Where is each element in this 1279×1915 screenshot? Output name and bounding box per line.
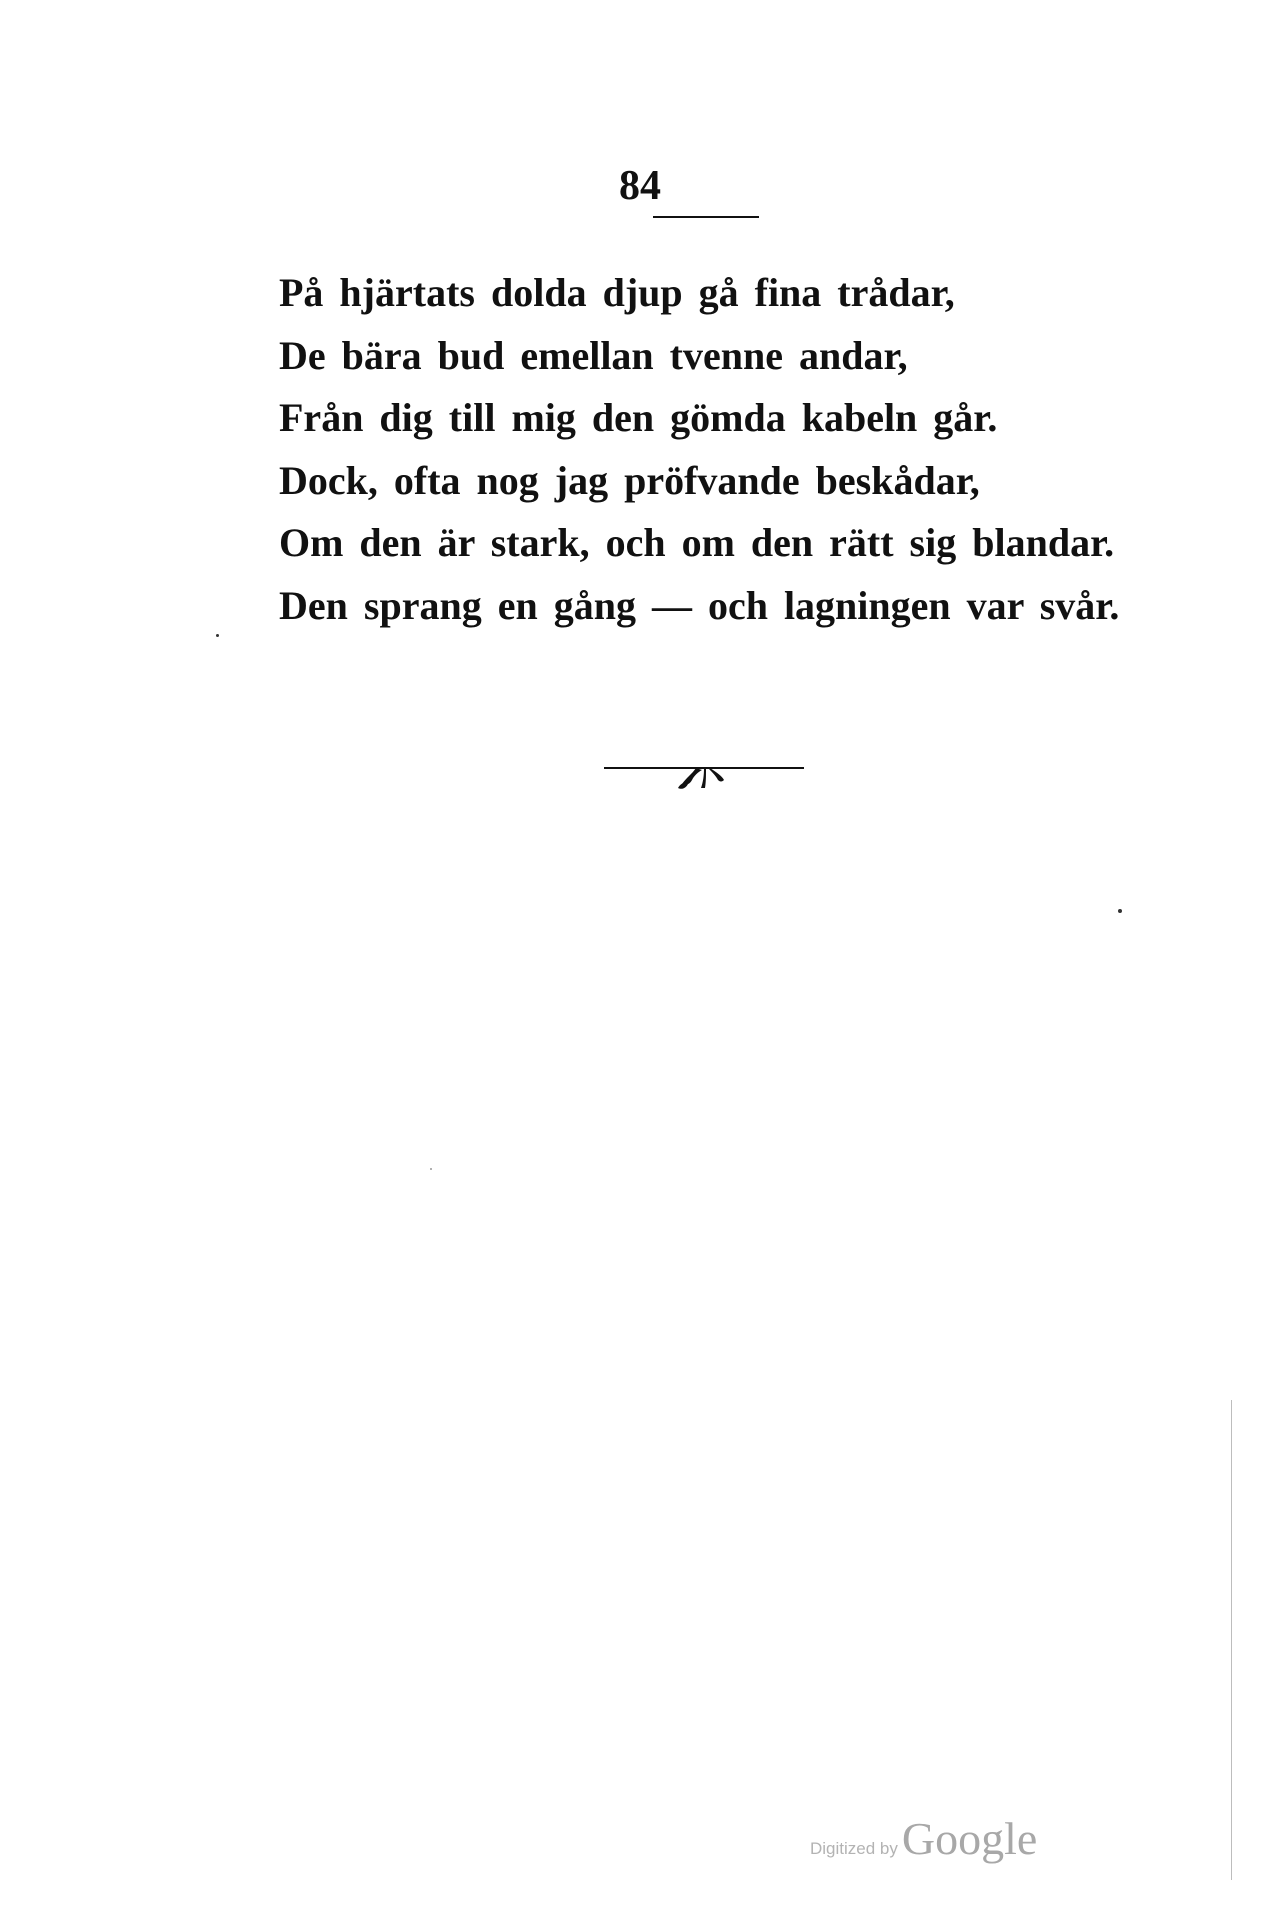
poem-line: På hjärtats dolda djup gå fina trådar, xyxy=(279,270,955,315)
poem xyxy=(279,262,1179,637)
poem-line: Om den är stark, och om den rätt sig blandar. xyxy=(279,520,1115,565)
fleuron-ornament-icon xyxy=(604,756,804,796)
poem-line: Från dig till mig den gömda kabeln går. xyxy=(279,395,998,440)
scan-speck xyxy=(1118,909,1122,913)
page-number: 84 xyxy=(619,163,661,209)
google-logo: Google xyxy=(901,1813,1038,1864)
watermark-prefix: Digitized by xyxy=(810,1839,898,1858)
poem-line: Dock, ofta nog jag pröfvande beskådar, xyxy=(279,457,980,503)
page-edge-line xyxy=(1231,1400,1232,1880)
scan-speck xyxy=(430,1168,432,1170)
page-number-underline xyxy=(653,216,759,218)
poem-line: Den sprang en gång — och lagningen var svår. xyxy=(279,582,1120,628)
poem-line: De bära bud emellan tvenne andar, xyxy=(279,332,908,378)
scan-speck xyxy=(216,634,219,637)
digitized-watermark xyxy=(810,1812,1037,1865)
